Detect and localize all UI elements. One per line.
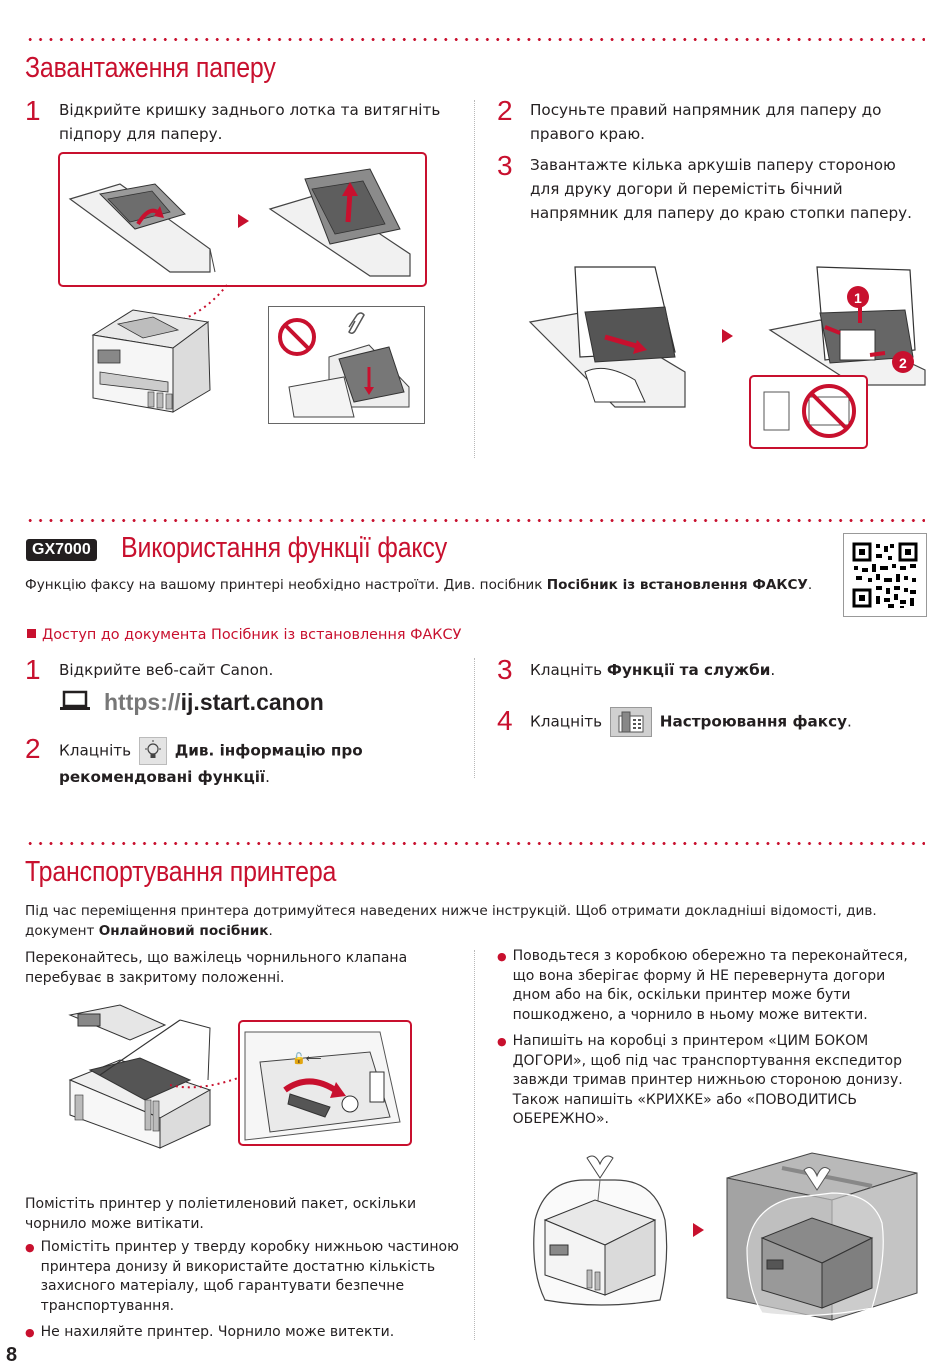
svg-text:2: 2: [899, 355, 907, 371]
section-divider: [25, 38, 925, 41]
laptop-icon: [60, 690, 92, 718]
arrow-right-icon: [693, 1223, 704, 1237]
step-number: 2: [25, 733, 41, 764]
column-divider: [474, 950, 475, 1340]
column-divider: [474, 658, 475, 778]
fax-intro: Функцію факсу на вашому принтері необхідно настроїти. Див. посібник Посібник із встановлення ФАКСУ.: [25, 577, 813, 593]
load-paper-illustration: [765, 265, 935, 385]
section-title-fax: Використання функції факсу: [121, 532, 448, 564]
lightbulb-icon: [139, 737, 167, 765]
rear-tray-svg: [60, 154, 425, 285]
model-badge: GX7000: [26, 539, 97, 561]
step-text: Клацніть Функції та служби.: [530, 661, 776, 679]
section-title-transport: Транспортування принтера: [25, 856, 337, 888]
step-text: Відкрийте кришку заднього лотка та витягніть підпору для паперу.: [59, 101, 441, 143]
paper-orientation-illustration: [749, 375, 868, 449]
qr-code-svg: [844, 534, 926, 616]
no-paperclip-illustration: [268, 306, 425, 424]
slide-guide-illustration: [525, 262, 695, 412]
step-number: 2: [497, 95, 513, 126]
step-number: 4: [497, 705, 513, 736]
plastic-bag-instruction: Помістіть принтер у поліетиленовий пакет, оскільки чорнило може витікати.: [25, 1196, 417, 1232]
step-text: Відкрийте веб-сайт Canon.: [59, 661, 274, 679]
svg-text:🔓⟵: 🔓⟵: [292, 1052, 322, 1065]
step-text: Клацніть Настроювання факсу.: [530, 707, 852, 737]
printer-illustration: [78, 300, 228, 420]
left-bullet-list: [25, 1238, 465, 1343]
section-divider: [25, 842, 925, 845]
step-text: Клацніть Див. інформацію про рекомендовані функції.: [59, 737, 439, 789]
list-item: ● Помістіть принтер у тверду коробку нижньою частиною принтера донизу й використайте достатню кількість захисного матеріалу, щоб гарантувати безпечне транспортування.: [25, 1239, 459, 1314]
list-item: ● Поводьтеся з коробкою обережно та переконайтеся, що вона зберігає форму й НЕ перевернута догори дном або на бік, оскільки принтер може бути пошкоджено, а чорнило в ньому може витекти.: [497, 948, 908, 1023]
ink-valve-illustration: [238, 1020, 412, 1146]
list-item: ● Напишіть на коробці з принтером «ЦИМ БОКОМ ДОГОРИ», щоб під час транспортування експедитор завжди тримав принтер нижньою стороною донизу. Також напишіть «КРИХКЕ» або «ПОВОДИТИСЬ ОБЕРЕЖНО».: [497, 1033, 903, 1127]
step-number: 3: [497, 150, 513, 181]
section-title-load-paper: Завантаження паперу: [25, 52, 276, 84]
valve-instruction: Переконайтесь, що важілець чорнильного клапана перебуває в закритому положенні.: [25, 950, 408, 986]
canon-url-link[interactable]: https://ij.start.canon: [104, 689, 324, 715]
column-divider: [474, 100, 475, 458]
boxed-printer-illustration: [722, 1148, 922, 1323]
section-divider: [25, 519, 925, 522]
page-number: 8: [6, 1344, 18, 1366]
transport-intro: Під час переміщення принтера дотримуйтеся наведених нижче інструкцій. Щоб отримати докладніші відомості, див. документ Онлайновий посібник.: [25, 903, 877, 939]
open-rear-tray-illustration: [58, 152, 427, 287]
step-number: 3: [497, 654, 513, 685]
qr-code-icon[interactable]: [843, 533, 927, 617]
paperclip-icon: [349, 313, 364, 333]
right-bullet-list: [497, 947, 927, 1130]
fax-subheading: Доступ до документа Посібник із встановлення ФАКСУ: [27, 625, 461, 645]
list-item: ● Не нахиляйте принтер. Чорнило може витекти.: [25, 1324, 395, 1340]
svg-text:1: 1: [854, 290, 862, 306]
bagged-printer-illustration: [525, 1150, 675, 1310]
fax-icon: [610, 707, 652, 737]
arrow-right-icon: [722, 329, 733, 343]
step-text: Завантажте кілька аркушів паперу стороною для друку догори й перемістіть бічний напрямник для паперу до краю стопки паперу.: [530, 156, 912, 222]
callout-dotted-line: [168, 1070, 248, 1100]
step-number: 1: [25, 654, 41, 685]
step-text: Посуньте правий напрямник для паперу до правого краю.: [530, 101, 882, 143]
step-number: 1: [25, 95, 41, 126]
